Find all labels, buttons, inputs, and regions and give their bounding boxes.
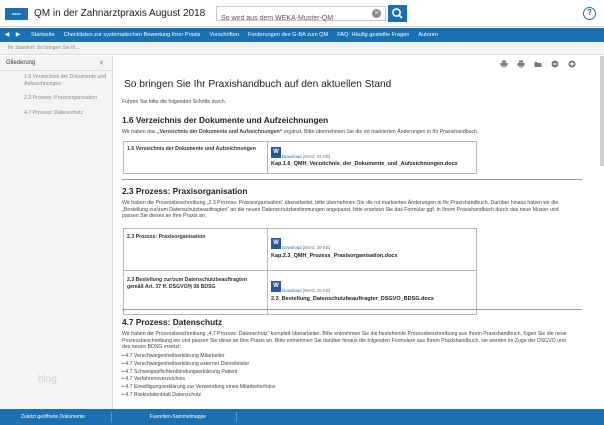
word-file-icon: W bbox=[271, 238, 281, 249]
table-row bbox=[124, 271, 476, 314]
sidebar-title: Gliederung bbox=[6, 60, 36, 66]
list-item: ▪ 4.7 Verschwiegenheitserklärung externer Dienstleister bbox=[122, 360, 250, 367]
doc-filename[interactable]: Kap.1.6_QMH_Verzeichnis_der_Dokumente_und_Aufzeichnungen.docx bbox=[271, 161, 458, 167]
search-box bbox=[216, 6, 386, 21]
main-content bbox=[114, 56, 604, 409]
search-button[interactable] bbox=[388, 5, 407, 22]
cell-divider bbox=[267, 142, 268, 173]
table-row bbox=[124, 229, 476, 271]
scrollbar[interactable] bbox=[600, 56, 604, 409]
nav-left-arrow-icon[interactable]: ◀ bbox=[4, 32, 10, 38]
download-table-praxisorganisation bbox=[123, 228, 477, 315]
sidebar-item-praxisorganisation[interactable]: 2.3 Prozess: Praxisorganisation bbox=[24, 95, 97, 101]
section-text-verzeichnis: Wir haben das „Verzeichnis der Dokumente und Aufzeichnungen“ ergänzt. Bitte übernehmen Sie die rot markierten Änderungen in Ihr Praxishandbuch. bbox=[122, 129, 479, 135]
help-button[interactable]: ? bbox=[583, 7, 596, 20]
clear-search-icon[interactable]: × bbox=[372, 9, 381, 18]
list-item: ▪ 4.7 Verschwiegenheitserklärung Mitarbeiter bbox=[122, 353, 225, 359]
word-file-icon: W bbox=[271, 147, 281, 158]
footer-bar bbox=[0, 409, 604, 425]
doc-filename[interactable]: 2.3_Bestellung_Datenschutzbeauftragter_DSGVO_BDSG.docx bbox=[271, 296, 434, 302]
doc-filename[interactable]: Kap.2.3_QMH_Prozess_Praxisorganisation.docx bbox=[271, 253, 398, 259]
download-link[interactable]: Download [Word, 25 KB] bbox=[282, 288, 331, 293]
app-title: QM in der Zahnarztpraxis August 2018 bbox=[34, 8, 206, 19]
scrollbar-thumb[interactable] bbox=[600, 56, 604, 166]
nav-item-faq[interactable]: FAQ: Häufig gestellte Fragen bbox=[337, 32, 410, 38]
main-nav bbox=[0, 28, 604, 42]
print-preview-icon[interactable] bbox=[517, 60, 525, 68]
section-divider bbox=[122, 179, 582, 180]
outline-sidebar bbox=[0, 56, 113, 409]
footer-divider bbox=[236, 412, 237, 422]
intro-text: Führen Sie bitte die folgenden Schritte durch. bbox=[122, 99, 227, 105]
section-text-praxisorganisation: Wir haben die Prozessbeschreibung „2.3 Prozess: Praxisorganisation“ überarbeitet, bitte übernehmen Sie die rot markierten Änderungen in Ihr Praxishandbuch. Darüber hinaus haben wir die „Bestellung zur/zum Datenschutzbeauftragten“ an die neuen Datenschutzbestimmungen angepasst, bitte ersetzen Sie das Formular ggf. in Ihrem Praxishandbuch durch das neue Muster und passen Sie dieses an Ihre Praxis an. bbox=[122, 200, 559, 220]
section-divider bbox=[122, 309, 582, 310]
form-list bbox=[122, 353, 322, 400]
list-item: ▪ 4.7 Einwilligungserklärung zur Verwendung eines Mitarbeiterfotos bbox=[122, 384, 276, 391]
search-icon bbox=[388, 5, 407, 22]
cell-divider bbox=[267, 229, 268, 270]
list-item: ▪ 4.7 Verfahrensverzeichnis bbox=[122, 376, 185, 383]
footer-divider bbox=[111, 412, 112, 422]
doc-label: 2.3 Prozess: Praxisorganisation bbox=[127, 234, 206, 240]
sidebar-item-verzeichnis[interactable]: 1.6 Verzeichnis der Dokumente und Aufzeichnungen bbox=[24, 74, 107, 87]
section-heading-datenschutz: 4.7 Prozess: Datenschutz bbox=[122, 317, 223, 327]
doc-label: 2.3 Bestellung zur/zum Datenschutzbeauftragten gemäß Art. 37 ff. DSGVO/§ 38 BDSG bbox=[127, 277, 247, 290]
table-row bbox=[124, 142, 476, 173]
section-text-datenschutz: Wir haben die Prozessbeschreibung „4.7 Prozess: Datenschutz“ komplett überarbeitet. Bitte entnehmen Sie die bestehende Prozessbeschreibung aus Ihrem Praxishandbuch, fügen Sie die neue Prozessbeschreibung ein und passen Sie diese an Ihre Praxis an. Bitte entnehmen Sie darüber hinaus die folgenden Formulare aus Ihrem Praxishandbuch, sie werden im Zuge der DSGVO und des neuen BDSG ersetzt: bbox=[122, 331, 567, 351]
nav-item-checklists[interactable]: Checklisten zur systematischen Bewertung Ihrer Praxis bbox=[63, 32, 201, 38]
sidebar-divider bbox=[0, 70, 112, 71]
list-item: ▪ 4.7 Risikodatenblatt Datenschutz bbox=[122, 391, 202, 398]
add-icon[interactable] bbox=[568, 60, 576, 68]
nav-item-regulations[interactable]: Vorschriften bbox=[209, 32, 239, 38]
favorites-button[interactable]: Favoriten-Sammelmappe bbox=[149, 414, 207, 420]
page-title: So bringen Sie Ihr Praxishandbuch auf den aktuellen Stand bbox=[124, 79, 392, 90]
breadcrumb bbox=[0, 42, 604, 55]
doc-label: 1.6 Verzeichnis der Dokumente und Aufzeichnungen bbox=[127, 146, 256, 152]
nav-item-gba[interactable]: Forderungen des G-BA zum QM bbox=[247, 32, 329, 38]
print-icon[interactable] bbox=[500, 60, 508, 68]
document-toolbar bbox=[491, 60, 576, 68]
word-file-icon: W bbox=[271, 281, 281, 292]
blog-watermark: blog bbox=[38, 374, 57, 385]
weka-logo[interactable]: WEKA bbox=[5, 8, 28, 20]
section-heading-praxisorganisation: 2.3 Prozess: Praxisorganisation bbox=[122, 186, 248, 196]
remove-icon[interactable] bbox=[551, 60, 559, 68]
collapse-sidebar-icon[interactable]: ‹ bbox=[100, 57, 103, 67]
download-link[interactable]: Download [Word, 81 KB] bbox=[282, 154, 331, 159]
download-table-verzeichnis bbox=[123, 141, 477, 174]
download-link[interactable]: Download [Word, 38 KB] bbox=[282, 245, 331, 250]
nav-item-home[interactable]: Startseite bbox=[31, 32, 55, 38]
top-header bbox=[0, 0, 604, 27]
list-item: ▪ 4.7 Schweigepflichtentbindungserklärung Patient bbox=[122, 368, 238, 375]
cell-divider bbox=[267, 271, 268, 314]
search-input[interactable] bbox=[217, 12, 367, 25]
nav-right-arrow-icon[interactable]: ▶ bbox=[15, 32, 21, 38]
recent-documents-button[interactable]: Zuletzt geöffnete Dokumente bbox=[20, 414, 86, 420]
sidebar-item-datenschutz[interactable]: 4.7 Prozess: Datenschutz bbox=[24, 109, 84, 116]
breadcrumb-text[interactable]: Ihr Standort: So bringen Sie Ih... bbox=[8, 45, 80, 51]
nav-item-authors[interactable]: Autoren bbox=[418, 32, 438, 38]
section-heading-verzeichnis: 1.6 Verzeichnis der Dokumente und Aufzeichnungen bbox=[122, 115, 329, 125]
folder-icon[interactable] bbox=[534, 60, 542, 68]
